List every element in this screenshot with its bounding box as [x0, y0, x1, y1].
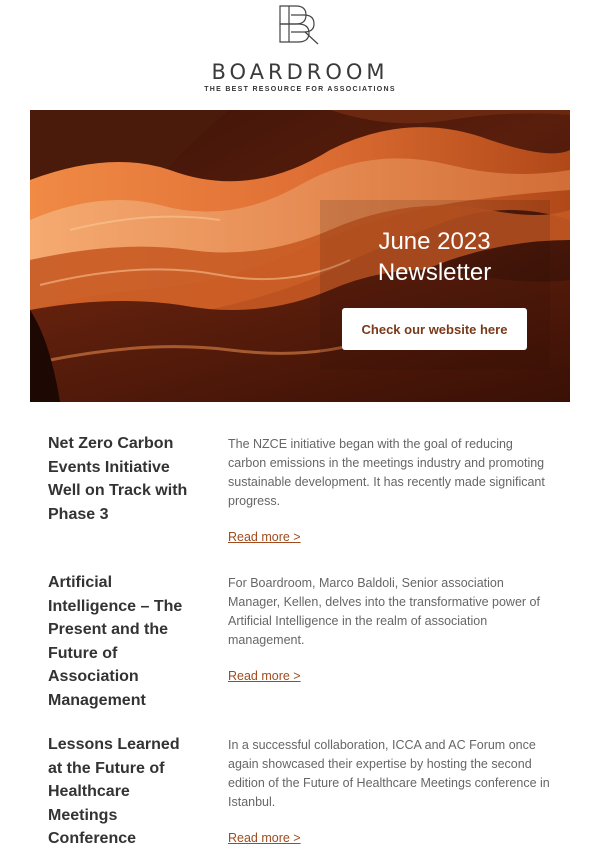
article-title[interactable]: Net Zero Carbon Events Initiative Well on Track with Phase 3: [48, 435, 188, 523]
article-description: The NZCE initiative began with the goal of reducing carbon emissions in the meetings industry and promoting sustainable development. It has recently made significant progress.: [228, 437, 545, 508]
article-title[interactable]: Artificial Intelligence – The Present and the Future of Association Management: [48, 574, 183, 709]
newsletter-header: [0, 0, 600, 110]
br-monogram-icon[interactable]: [276, 4, 322, 46]
check-website-button[interactable]: Check our website here: [342, 308, 527, 350]
read-more-link[interactable]: Read more >: [228, 530, 301, 544]
hero-banner: [30, 110, 570, 402]
hero-title: [342, 226, 527, 288]
read-more-link[interactable]: Read more >: [228, 831, 301, 845]
brand-name: BOARDROOM: [211, 60, 389, 84]
article-title[interactable]: Lessons Learned at the Future of Healthcare Meetings Conference: [48, 736, 180, 847]
article-description: In a successful collaboration, ICCA and AC Forum once again showcased their expertise by hosting the second edition of the Future of Healthcare Meetings conference in Istanbul.: [228, 738, 550, 809]
tagline: THE BEST RESOURCE FOR ASSOCIATIONS: [204, 86, 396, 93]
hero-title-line1: June 2023: [378, 228, 491, 255]
read-more-link[interactable]: Read more >: [228, 669, 301, 683]
hero-title-line2: Newsletter: [377, 259, 492, 286]
article-description: For Boardroom, Marco Baldoli, Senior association Manager, Kellen, delves into the transformative power of Artificial Intelligence in the realm of association management.: [228, 576, 540, 647]
